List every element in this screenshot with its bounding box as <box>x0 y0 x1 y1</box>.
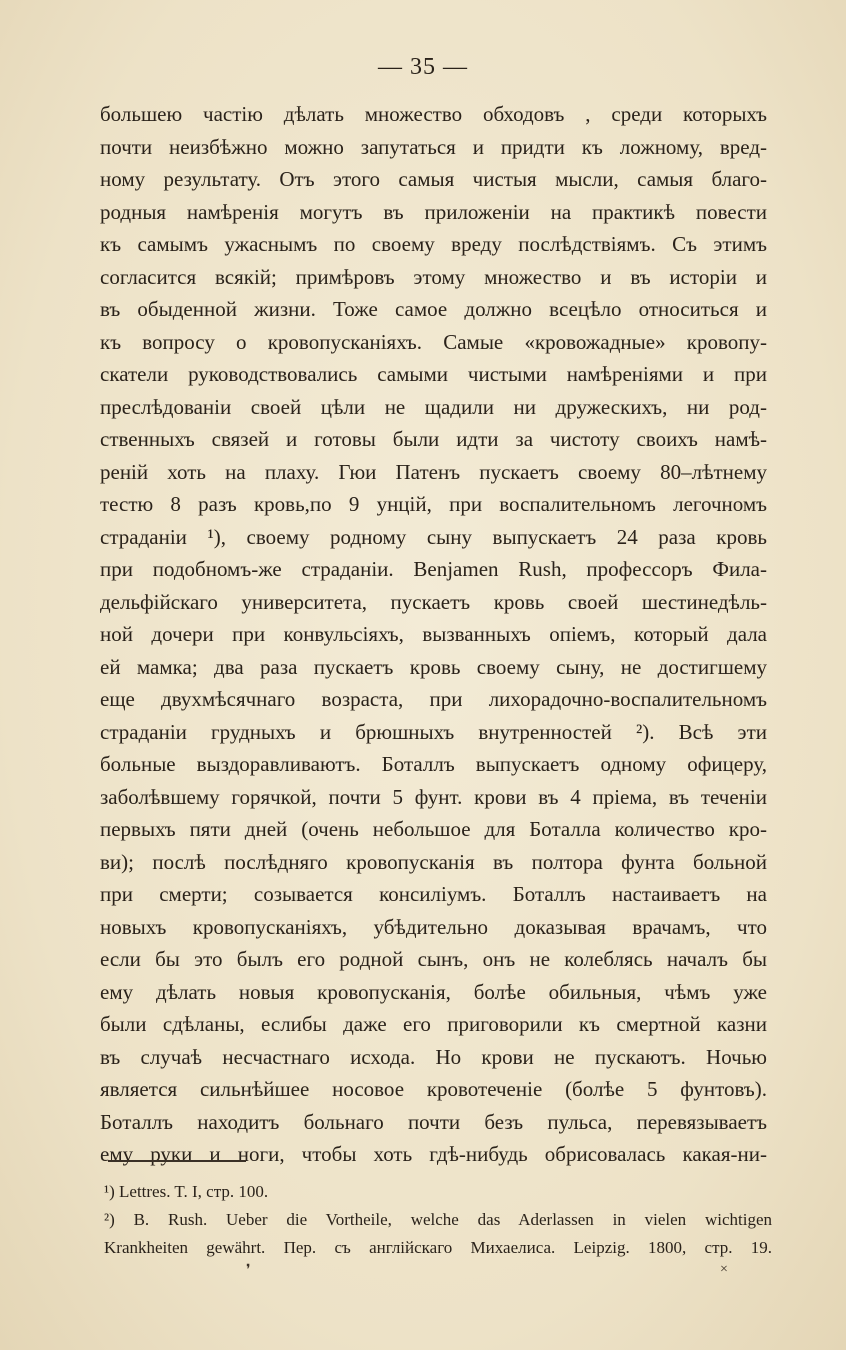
text-line: страданіи ¹), своему родному сыну выпускаетъ 24 раза кровь <box>100 524 767 549</box>
text-line: новыхъ кровопусканіяхъ, убѣдительно доказывая врачамъ, что <box>100 914 767 939</box>
body-text <box>100 98 767 1171</box>
printer-mark: ❜ <box>246 1263 251 1278</box>
text-line: согласится всякій; примѣровъ этому множество и въ исторіи и <box>100 264 767 289</box>
text-line: при подобномъ-же страданіи. Benjamen Rush, профессоръ Фила- <box>100 557 767 581</box>
text-line: заболѣвшему горячкой, почти 5 фунт. крови въ 4 пріема, въ теченіи <box>100 784 767 809</box>
footnote-1: ¹) Lettres. T. I, стр. 100. <box>104 1182 269 1201</box>
text-line: въ случаѣ несчастнаго исхода. Но крови не пускаютъ. Ночью <box>100 1044 767 1069</box>
text-line: были сдѣланы, еслибы даже его приговорили къ смертной казни <box>100 1012 767 1036</box>
text-line: дельфійскаго университета, пускаетъ кровь своей шестинедѣль- <box>100 589 767 614</box>
text-line: къ вопросу о кровопусканіяхъ. Самые «кровожадные» кровопу- <box>100 329 767 354</box>
text-line: тестю 8 разъ кровь,по 9 унцій, при воспалительномъ легочномъ <box>100 492 767 516</box>
text-line: ственныхъ связей и готовы были идти за чистоту своихъ намѣ- <box>100 427 767 451</box>
text-line: ному результату. Отъ этого самыя чистыя мысли, самыя благо- <box>100 167 767 191</box>
text-line: страданіи грудныхъ и брюшныхъ внутренностей ²). Всѣ эти <box>100 719 767 744</box>
text-line: еще двухмѣсячнаго возраста, при лихорадочно-воспалительномъ <box>100 687 767 711</box>
text-line: ему дѣлать новыя кровопусканія, болѣе обильныя, чѣмъ уже <box>100 979 767 1004</box>
text-line: Боталлъ находитъ больнаго почти безъ пульса, перевязываетъ <box>100 1109 767 1134</box>
text-line: родныя намѣренія могутъ въ приложеніи на практикѣ повести <box>100 199 767 224</box>
text-line: большею частію дѣлать множество обходовъ , среди которыхъ <box>100 102 767 126</box>
footnote-2-line-1: ²) B. Rush. Ueber die Vortheile, welche das Aderlassen in vielen wichtigen <box>104 1210 772 1229</box>
text-line: ей мамка; два раза пускаетъ кровь своему сыну, не достигшему <box>100 654 767 679</box>
text-line: при смерти; созывается консиліумъ. Боталлъ настаиваетъ на <box>100 882 767 906</box>
text-line: ви); послѣ послѣдняго кровопусканія въ полтора фунта больной <box>100 849 767 874</box>
text-line: почти неизбѣжно можно запутаться и придти къ ложному, вред- <box>100 134 767 159</box>
text-line: въ обыденной жизни. Тоже самое должно всецѣло относиться и <box>100 297 767 321</box>
footnotes <box>104 1178 772 1262</box>
text-line: является сильнѣйшее носовое кровотеченіе (болѣе 5 фунтовъ). <box>100 1077 767 1101</box>
printer-mark: × <box>720 1262 728 1277</box>
footnote-divider <box>108 1160 246 1162</box>
text-line: реній хоть на плаху. Гюи Патенъ пускаетъ своему 80–лѣтнему <box>100 459 767 484</box>
text-line: преслѣдованіи своей цѣли не щадили ни дружескихъ, ни род- <box>100 394 767 419</box>
text-line: больные выздоравливаютъ. Боталлъ выпускаетъ одному офицеру, <box>100 752 767 776</box>
footnote-2-line-2: Krankheiten gewährt. Пер. съ англійскаго Михаелиса. Leipzig. 1800, стр. 19. <box>104 1238 772 1257</box>
text-line: ему руки и ноги, чтобы хоть гдѣ-нибудь обрисовалась какая-ни- <box>100 1142 767 1166</box>
text-line: если бы это былъ его родной сынъ, онъ не колеблясь началъ бы <box>100 947 767 971</box>
text-line: къ самымъ ужаснымъ по своему вреду послѣдствіямъ. Съ этимъ <box>100 232 767 256</box>
text-line: ной дочери при конвульсіяхъ, вызванныхъ опіемъ, который дала <box>100 622 767 646</box>
text-line: первыхъ пяти дней (очень небольшое для Боталла количество кро- <box>100 817 767 841</box>
text-line: скатели руководствовались самыми чистыми намѣреніями и при <box>100 362 767 386</box>
page-number: — 35 — <box>378 54 468 80</box>
